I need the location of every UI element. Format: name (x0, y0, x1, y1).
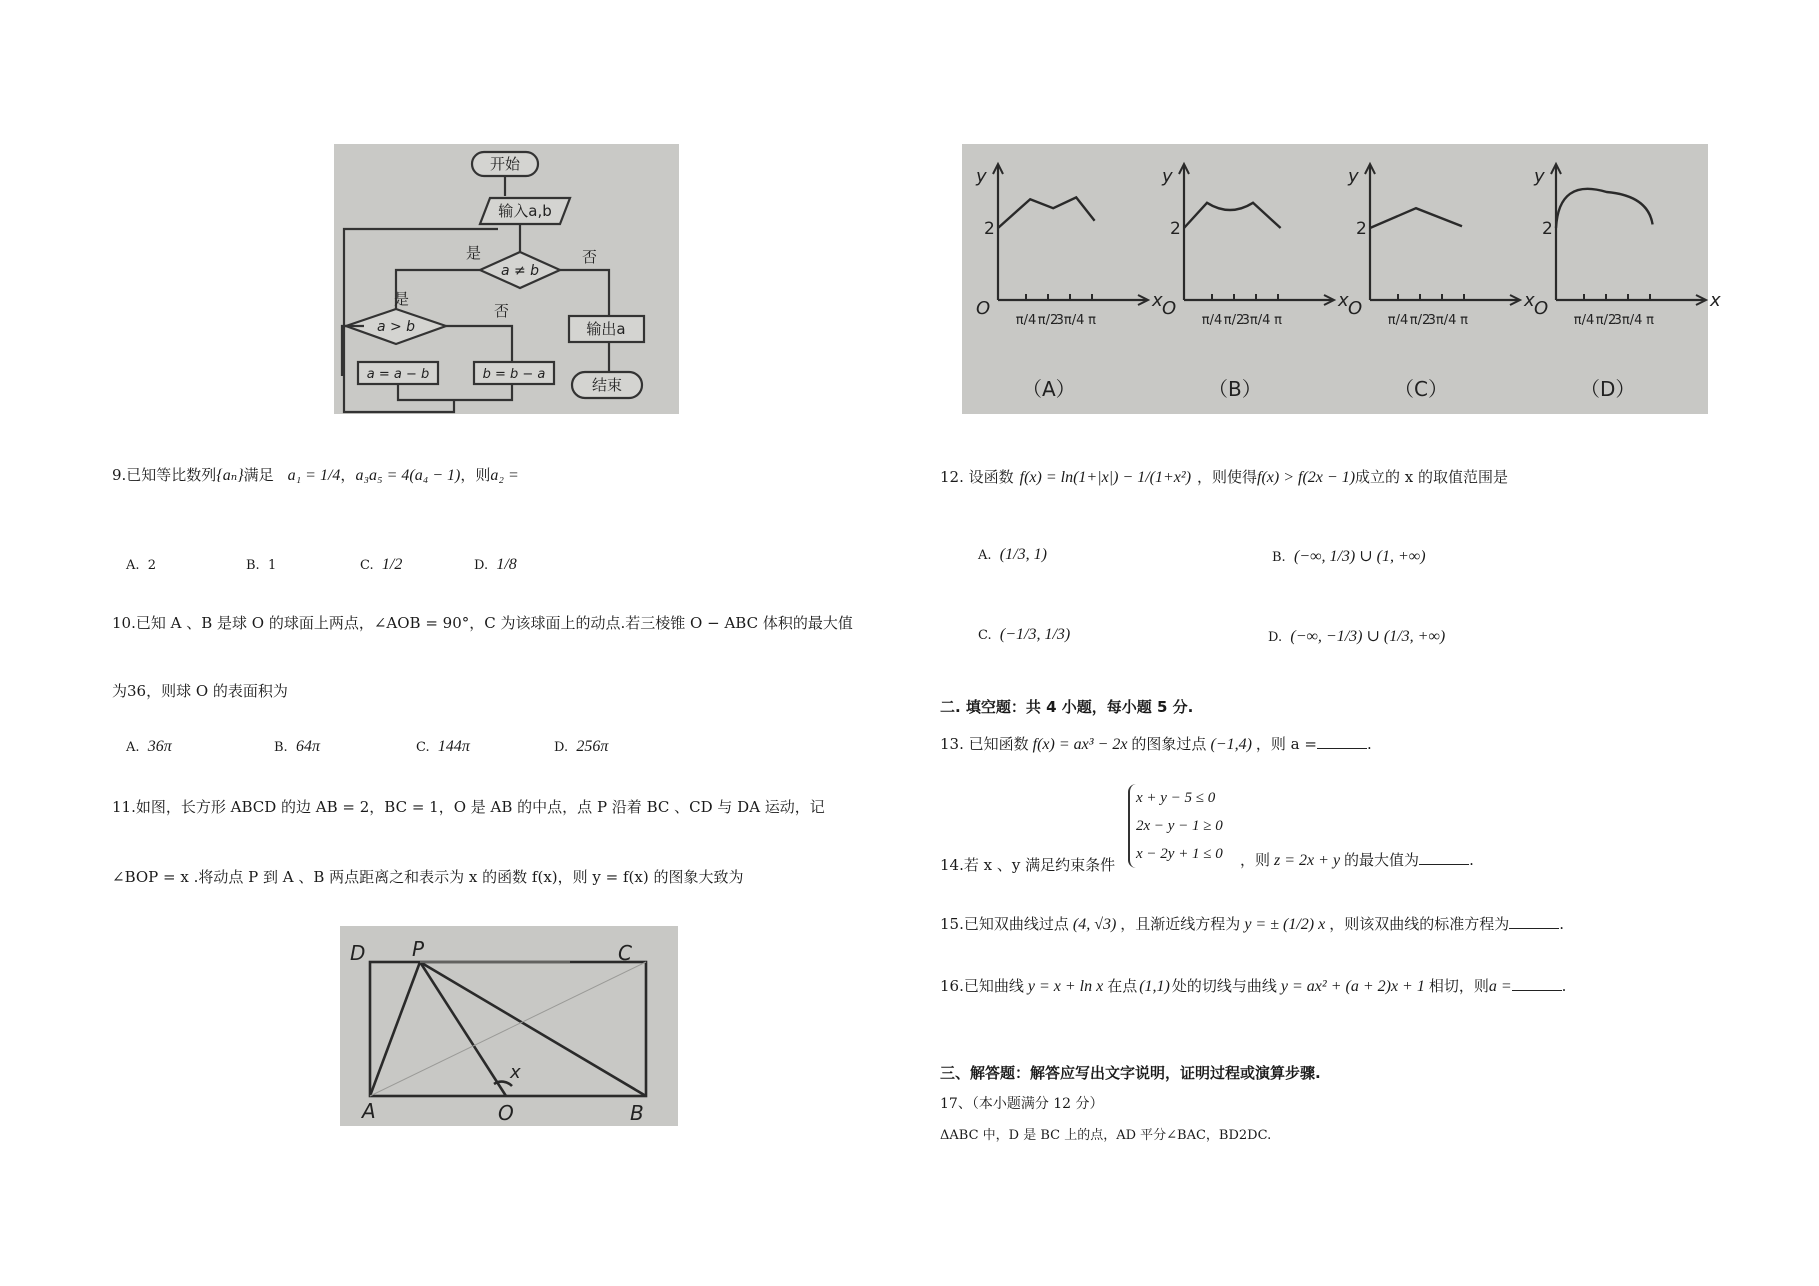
q12-option-d (1268, 626, 1445, 646)
q13-func: f(x) = ax³ − 2x (1032, 736, 1128, 753)
flow-end-label: 结束 (591, 376, 623, 394)
q9-option-b-label: B. (246, 558, 260, 573)
flowchart-figure (334, 144, 679, 414)
graph-b-origin-label: O (1162, 298, 1177, 319)
graphs-svg (962, 144, 1721, 414)
q12-option-a (978, 546, 1047, 564)
q14-answer-blank[interactable] (1419, 850, 1469, 865)
q9-prefix: 9.已知等比数列 (112, 466, 217, 484)
q10-option-b-value: 64π (295, 738, 320, 755)
q9-option-d-value: 1/8 (496, 556, 517, 573)
q9-option-a (126, 558, 156, 573)
graph-d-option-label: （D） (1580, 377, 1636, 401)
flow-start-label: 开始 (489, 155, 521, 173)
graph-a-tick-label: π (1088, 313, 1096, 328)
question-12 (940, 468, 1508, 487)
q16-end: . (1561, 977, 1567, 995)
q14-expr: z = 2x + y (1274, 852, 1341, 869)
flow-cond1-label: a ≠ b (500, 263, 540, 279)
q10-option-d-label: D. (554, 740, 569, 755)
rect-label-c: C (618, 941, 632, 965)
q9-cond1: a₁ = 1/4 (287, 467, 341, 484)
q13-mid: 的图象过点 (1131, 735, 1207, 753)
graph-a-tick-label: π/4 (1015, 313, 1037, 328)
q9-option-b-value: 1 (267, 558, 277, 573)
q10-option-d (554, 738, 608, 756)
q12-option-a-value: (1/3, 1) (999, 546, 1047, 563)
graph-a-origin-label: O (976, 298, 991, 319)
flow-output-label: 输出a (586, 320, 626, 338)
q15-mid: ，且渐近线方程为 (1120, 915, 1241, 933)
q14-constraints (1128, 784, 1223, 868)
q13-answer-blank[interactable] (1317, 734, 1367, 749)
graph-b-y-label: y (1162, 166, 1173, 187)
q9-mid1: 满足 (243, 466, 274, 484)
q9-option-d-label: D. (474, 558, 489, 573)
rect-label-a: A (362, 1099, 376, 1123)
graph-c-tick-label: 3π/4 (1427, 313, 1457, 328)
q9-option-d (474, 556, 517, 574)
graph-c-origin-label: O (1348, 298, 1363, 319)
question-15 (940, 914, 1564, 934)
graph-b-tick-label: π/4 (1201, 313, 1223, 328)
q16-mid1: 在点 (1107, 977, 1138, 995)
q12-option-c (978, 626, 1070, 644)
rect-label-x: x (510, 1062, 521, 1083)
graph-b-y-tick-2: 2 (1170, 219, 1181, 239)
flow-yes2-label: 是 (394, 290, 410, 308)
rect-label-b: B (630, 1101, 644, 1125)
q12-option-b (1272, 546, 1426, 566)
question-14-rest (1240, 850, 1474, 870)
q9-option-c-value: 1/2 (381, 556, 403, 573)
graph-c-tick-label: π (1460, 313, 1468, 328)
q10-option-b (274, 738, 320, 756)
graph-d-tick-label: π/4 (1573, 313, 1595, 328)
question-11-line1: 11.如图，长方形 ABCD 的边 AB = 2，BC = 1，O 是 AB 的中点，点 P 沿着 BC 、CD 与 DA 运动，记 (112, 798, 825, 816)
flow-input-label: 输入a,b (498, 202, 552, 220)
flow-no1-label: 否 (582, 248, 598, 266)
question-13 (940, 734, 1372, 754)
q9-suffix: ，则 (460, 466, 491, 484)
graph-a-y-label: y (976, 166, 987, 187)
flow-no2-label: 否 (494, 302, 510, 320)
q9-option-c (360, 556, 402, 574)
graph-d-tick-label: π/2 (1595, 313, 1617, 328)
q13-end: . (1366, 735, 1372, 753)
graph-d-origin-label: O (1534, 298, 1549, 319)
q12-option-b-value: (−∞, 1/3) ∪ (1, +∞) (1293, 548, 1426, 565)
question-10-line2: 为36，则球 O 的表面积为 (112, 682, 288, 700)
graph-c-y-tick-2: 2 (1356, 219, 1367, 239)
q10-option-a-label: A. (126, 740, 140, 755)
graph-a-tick-label: π/2 (1037, 313, 1059, 328)
q10-option-c-label: C. (416, 740, 430, 755)
q9-cond2: a₃a₅ = 4(a₄ − 1) (355, 467, 461, 484)
q13-prefix: 13. 已知函数 (940, 735, 1029, 753)
q12-suffix: 成立的 x 的取值范围是 (1355, 468, 1509, 486)
graph-c-y-label: y (1348, 166, 1359, 187)
q12-option-b-label: B. (1272, 550, 1286, 565)
q15-prefix: 15.已知双曲线过点 (940, 915, 1069, 933)
q9-option-b (246, 558, 276, 573)
graph-d-tick-label: π (1646, 313, 1654, 328)
graph-c-x-label: x (1524, 290, 1535, 311)
q10-option-a-value: 36π (147, 738, 172, 755)
q9-seq: {aₙ} (216, 467, 244, 484)
q16-prefix: 16.已知曲线 (940, 977, 1024, 995)
q12-func: f(x) = ln(1+|x|) − 1/(1+x²) (1019, 469, 1192, 486)
q15-eq: y = ± (1/2) x (1244, 916, 1326, 933)
graph-a-x-label: x (1152, 290, 1163, 311)
rectangle-figure (340, 926, 678, 1126)
q12-ineq: f(x) > f(2x − 1) (1257, 469, 1356, 486)
q9-option-a-value: 2 (147, 558, 157, 573)
q14-constraint-2: 2x − y − 1 ≥ 0 (1136, 818, 1223, 834)
q12-option-a-label: A. (978, 548, 992, 563)
question-9 (112, 466, 519, 485)
q12-option-c-value: (−1/3, 1/3) (999, 626, 1071, 643)
q10-option-c-value: 144π (437, 738, 470, 755)
question-14-prefix: 14.若 x 、y 满足约束条件 (940, 856, 1116, 874)
q12-option-d-value: (−∞, −1/3) ∪ (1/3, +∞) (1290, 628, 1446, 645)
q16-point: (1,1) (1139, 978, 1170, 995)
graph-b-tick-label: 3π/4 (1241, 313, 1271, 328)
q14-constraint-1: x + y − 5 ≤ 0 (1136, 790, 1216, 806)
graph-c-tick-label: π/4 (1387, 313, 1409, 328)
flow-cond2-label: a > b (376, 319, 416, 335)
graph-b-option-label: （B） (1208, 377, 1262, 401)
q16-curve: y = x + ln x (1027, 978, 1104, 995)
graph-d-x-label: x (1710, 290, 1721, 311)
q16-curve2: y = ax² + (a + 2)x + 1 (1280, 978, 1425, 995)
q9-sep: ， (340, 466, 356, 484)
answer-graphs-figure (962, 144, 1721, 414)
q12-prefix: 12. 设函数 (940, 468, 1014, 486)
rect-label-d: D (350, 941, 366, 965)
question-16 (940, 976, 1566, 996)
graph-d-y-label: y (1534, 166, 1545, 187)
q10-option-c (416, 738, 470, 756)
q9-option-c-label: C. (360, 558, 374, 573)
section-3-heading: 三、解答题：解答应写出文字说明，证明过程或演算步骤. (940, 1064, 1321, 1082)
graph-a-tick-label: 3π/4 (1055, 313, 1085, 328)
q14-suffix: 的最大值为 (1344, 851, 1420, 869)
rect-label-o: O (498, 1101, 514, 1125)
graph-c-tick-label: π/2 (1409, 313, 1431, 328)
question-11-line2: ∠BOP = x .将动点 P 到 A 、B 两点距离之和表示为 x 的函数 f(x)，则 y = f(x) 的图象大致为 (112, 868, 744, 886)
q12-mid: ，则使得 (1197, 468, 1258, 486)
graph-a-y-tick-2: 2 (984, 219, 995, 239)
q16-answer-blank[interactable] (1512, 976, 1562, 991)
graph-a-option-label: （A） (1022, 377, 1076, 401)
graph-d-tick-label: 3π/4 (1613, 313, 1643, 328)
question-10-line1: 10.已知 A 、B 是球 O 的球面上两点，∠AOB = 90°，C 为该球面上的动点.若三棱锥 O − ABC 体积的最大值 (112, 614, 853, 632)
question-17-title: 17、（本小题满分 12 分） (940, 1096, 1104, 1112)
graph-c-option-label: （C） (1394, 377, 1448, 401)
q10-option-a (126, 738, 172, 756)
graph-b-x-label: x (1338, 290, 1349, 311)
q15-suffix: ，则该双曲线的标准方程为 (1329, 915, 1510, 933)
q10-option-d-value: 256π (576, 738, 609, 755)
q16-mid2: 处的切线与曲线 (1171, 977, 1277, 995)
q14-end: . (1469, 851, 1474, 869)
q10-option-b-label: B. (274, 740, 288, 755)
rect-label-p: P (412, 937, 425, 961)
graph-d-y-tick-2: 2 (1542, 219, 1553, 239)
q12-option-d-label: D. (1268, 630, 1283, 645)
q15-answer-blank[interactable] (1509, 914, 1559, 929)
q12-option-c-label: C. (978, 628, 992, 643)
question-17-text: ΔABC 中，D 是 BC 上的点，AD 平分∠BAC，BD2DC. (940, 1128, 1272, 1143)
graph-b-tick-label: π/2 (1223, 313, 1245, 328)
q14-constraint-3: x − 2y + 1 ≤ 0 (1136, 846, 1223, 862)
section-2-heading: 二. 填空题：共 4 小题，每小题 5 分. (940, 698, 1194, 716)
flow-assign-b-label: b = b − a (482, 367, 546, 382)
q16-ask: a = (1488, 978, 1512, 995)
q16-suffix: 相切，则 (1428, 977, 1489, 995)
q14-mid: ，则 (1240, 851, 1271, 869)
q13-point: (−1,4) (1210, 736, 1252, 753)
q13-suffix: ，则 a = (1255, 735, 1317, 753)
q15-end: . (1559, 915, 1564, 933)
q9-ask: a₂ = (490, 467, 519, 484)
flow-assign-a-label: a = a − b (366, 367, 430, 382)
q15-point: (4, √3) (1072, 916, 1117, 933)
flow-yes1-label: 是 (466, 244, 482, 262)
q9-option-a-label: A. (126, 558, 140, 573)
graph-b-tick-label: π (1274, 313, 1282, 328)
